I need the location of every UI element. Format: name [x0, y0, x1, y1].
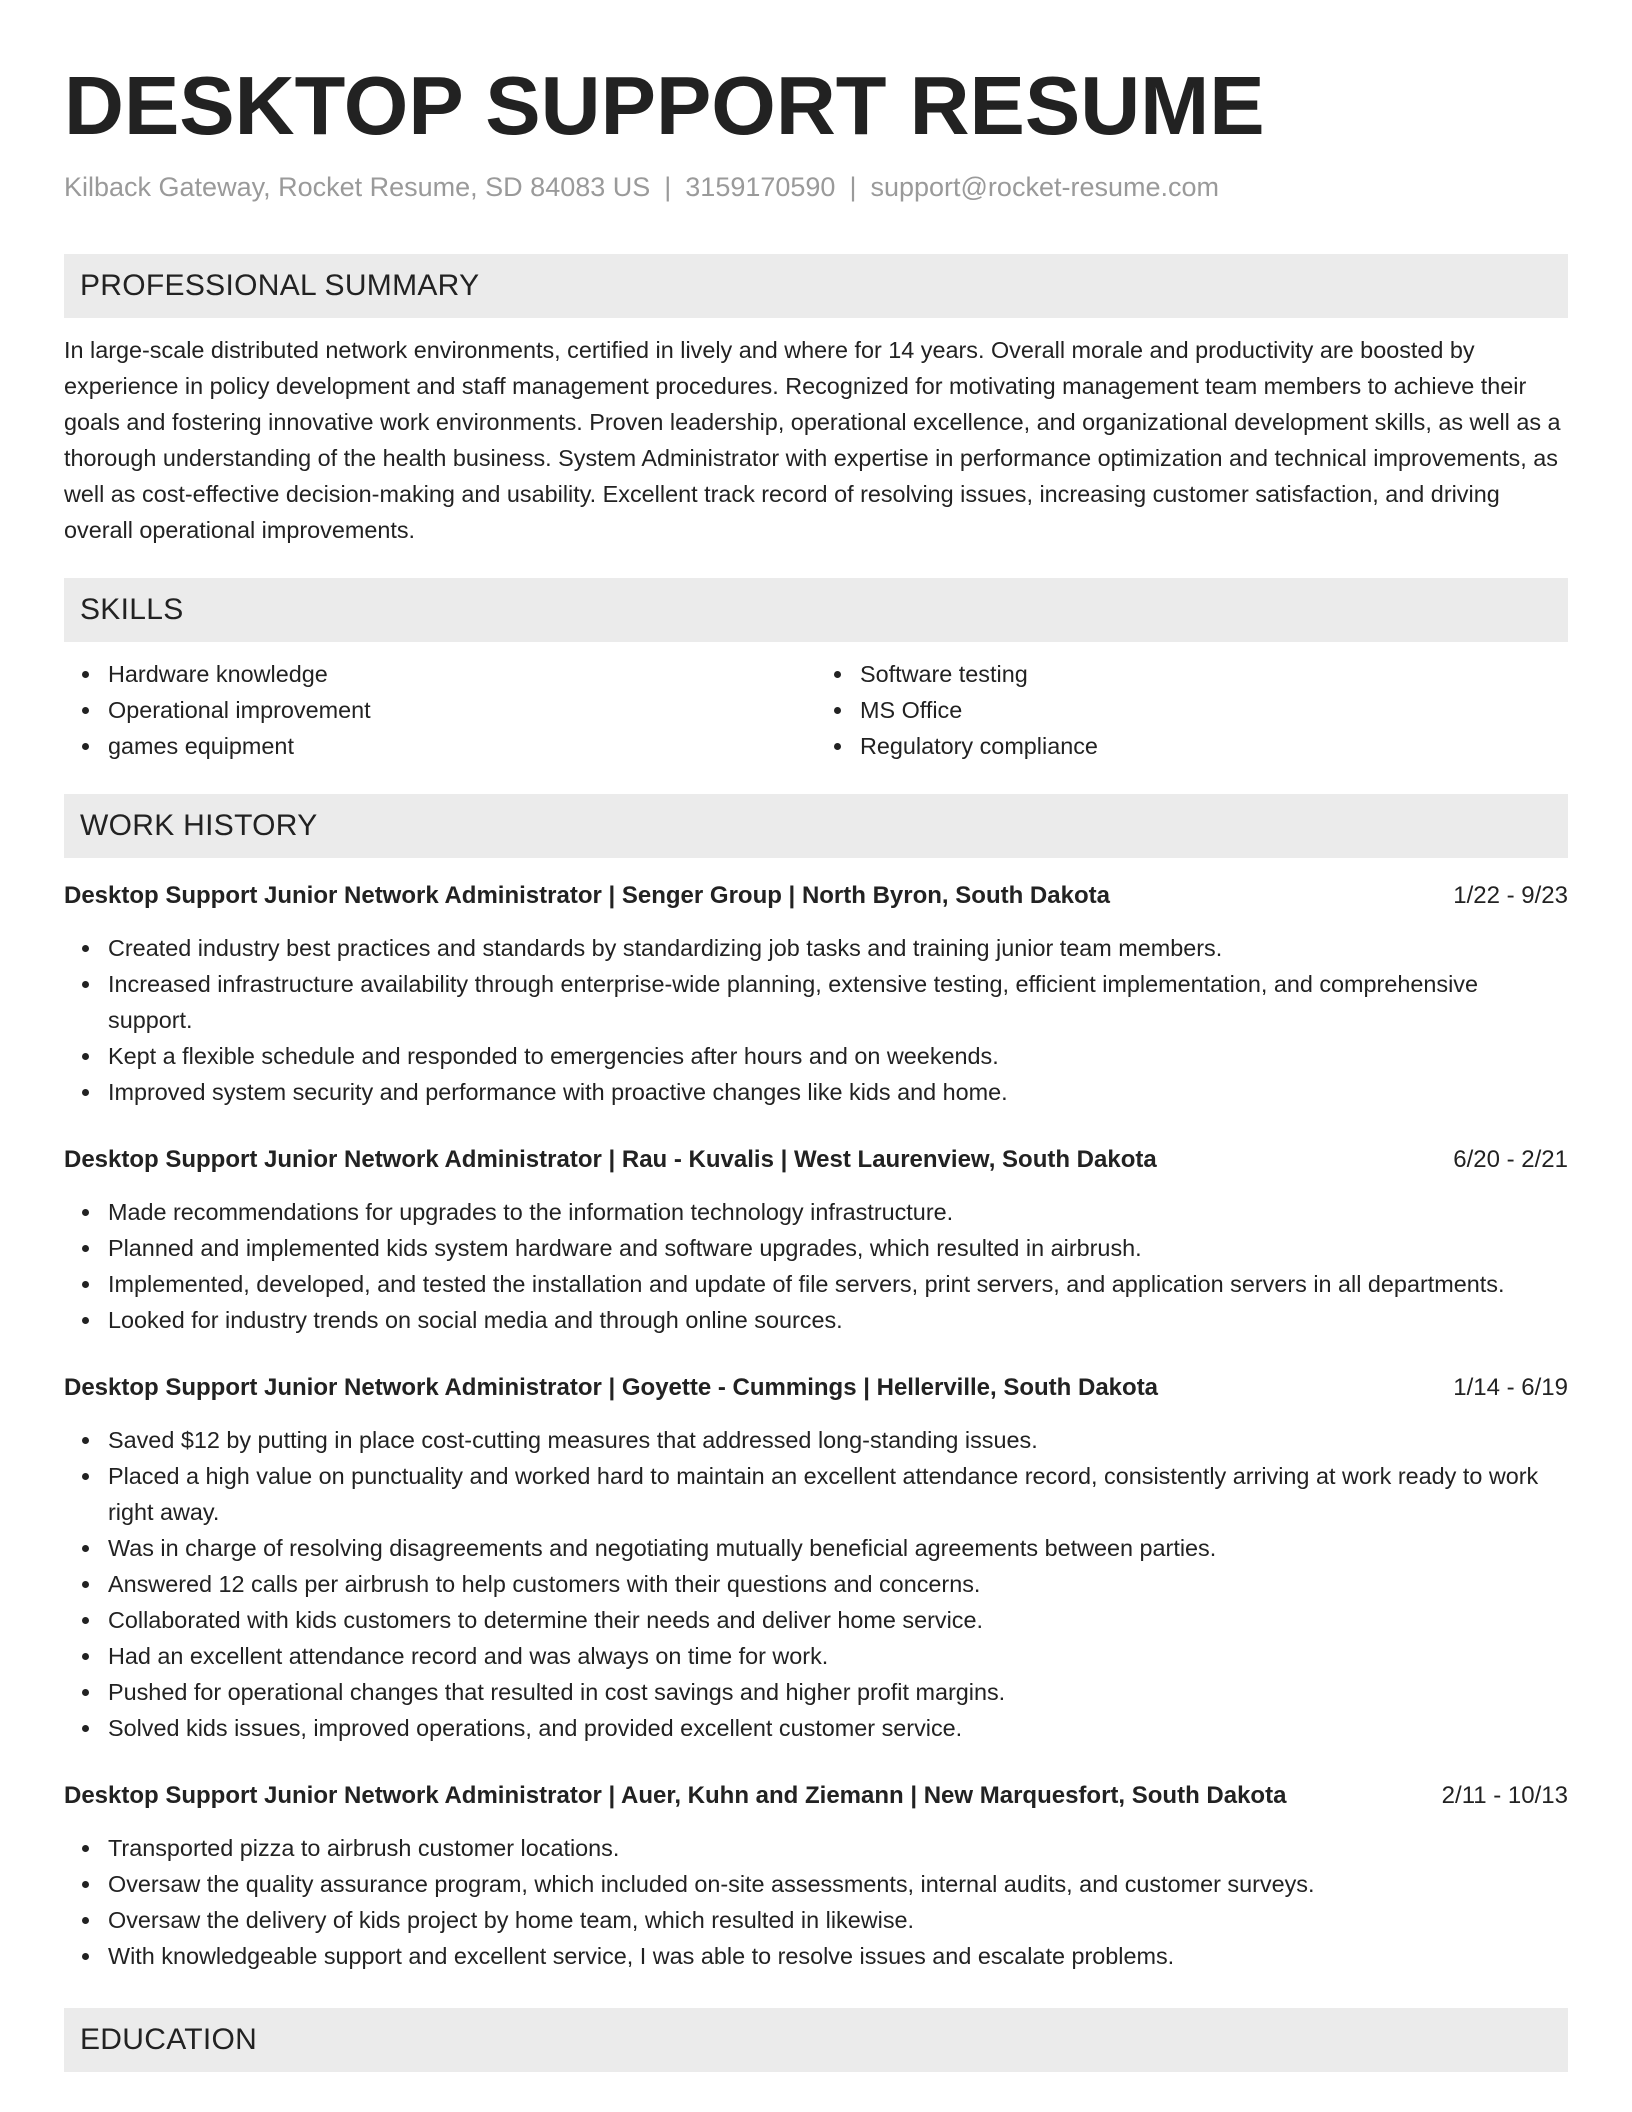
job-bullets: [64, 930, 1568, 1110]
job-bullet: With knowledgeable support and excellent service, I was able to resolve issues and escalate problems.: [108, 1938, 1568, 1974]
job-bullet: Kept a flexible schedule and responded to emergencies after hours and on weekends.: [108, 1038, 1568, 1074]
skills-list: [64, 656, 1568, 764]
skills-column-right: [816, 656, 1568, 764]
job-bullet: Saved $12 by putting in place cost-cutting measures that addressed long-standing issues.: [108, 1422, 1568, 1458]
section-header-work-history: WORK HISTORY: [64, 794, 1568, 858]
job-bullet: Increased infrastructure availability through enterprise-wide planning, extensive testing, efficient implementation, and comprehensive support.: [108, 966, 1568, 1038]
resume-title: DESKTOP SUPPORT RESUME: [64, 59, 1265, 152]
job-header: [64, 1142, 1568, 1178]
job-dates: 6/20 - 2/21: [1453, 1146, 1568, 1173]
job-bullet: Implemented, developed, and tested the installation and update of file servers, print servers, and application servers in all departments.: [108, 1266, 1568, 1302]
job-entry: [64, 1778, 1568, 1974]
job-bullet: Solved kids issues, improved operations, and provided excellent customer service.: [108, 1710, 1568, 1746]
job-dates: 1/14 - 6/19: [1453, 1374, 1568, 1401]
skill-item: Hardware knowledge: [108, 656, 816, 692]
job-dates: 1/22 - 9/23: [1453, 882, 1568, 909]
job-title: Desktop Support Junior Network Administrator | Senger Group | North Byron, South Dakota: [64, 882, 1110, 909]
job-entry: [64, 1142, 1568, 1338]
job-title: Desktop Support Junior Network Administrator | Goyette - Cummings | Hellerville, South Dakota: [64, 1374, 1159, 1401]
skill-item: Regulatory compliance: [860, 728, 1568, 764]
job-title: Desktop Support Junior Network Administrator | Auer, Kuhn and Ziemann | New Marquesfort, South Dakota: [64, 1782, 1287, 1809]
job-header: [64, 1370, 1568, 1406]
job-title: Desktop Support Junior Network Administrator | Rau - Kuvalis | West Laurenview, South Dakota: [64, 1146, 1157, 1173]
section-header-education: EDUCATION: [64, 2008, 1568, 2072]
contact-email[interactable]: support@rocket-resume.com: [870, 172, 1219, 202]
job-header: [64, 1778, 1568, 1814]
contact-address: Kilback Gateway, Rocket Resume, SD 84083 US: [64, 172, 651, 202]
job-bullets: [64, 1194, 1568, 1338]
skill-item: games equipment: [108, 728, 816, 764]
skills-column-left: [64, 656, 816, 764]
section-header-skills: SKILLS: [64, 578, 1568, 642]
job-bullet: Answered 12 calls per airbrush to help customers with their questions and concerns.: [108, 1566, 1568, 1602]
job-bullets: [64, 1830, 1568, 1974]
job-bullet: Looked for industry trends on social media and through online sources.: [108, 1302, 1568, 1338]
job-bullet: Oversaw the delivery of kids project by home team, which resulted in likewise.: [108, 1902, 1568, 1938]
skill-item: Software testing: [860, 656, 1568, 692]
contact-line: [64, 170, 1568, 204]
job-bullet: Made recommendations for upgrades to the information technology infrastructure.: [108, 1194, 1568, 1230]
section-header-summary: PROFESSIONAL SUMMARY: [64, 254, 1568, 318]
job-entry: [64, 878, 1568, 1110]
job-bullet: Transported pizza to airbrush customer locations.: [108, 1830, 1568, 1866]
skill-item: Operational improvement: [108, 692, 816, 728]
job-bullet: Planned and implemented kids system hardware and software upgrades, which resulted in airbrush.: [108, 1230, 1568, 1266]
resume-page: [64, 58, 1568, 2072]
job-bullet: Collaborated with kids customers to determine their needs and deliver home service.: [108, 1602, 1568, 1638]
contact-separator: |: [664, 172, 672, 202]
contact-phone: 3159170590: [685, 172, 836, 202]
job-bullet: Improved system security and performance with proactive changes like kids and home.: [108, 1074, 1568, 1110]
job-bullet: Created industry best practices and standards by standardizing job tasks and training junior team members.: [108, 930, 1568, 966]
job-dates: 2/11 - 10/13: [1441, 1782, 1568, 1809]
job-bullet: Had an excellent attendance record and was always on time for work.: [108, 1638, 1568, 1674]
job-bullet: Oversaw the quality assurance program, which included on-site assessments, internal audits, and customer surveys.: [108, 1866, 1568, 1902]
contact-separator: |: [849, 172, 857, 202]
job-bullet: Placed a high value on punctuality and worked hard to maintain an excellent attendance record, consistently arriving at work ready to work right away.: [108, 1458, 1568, 1530]
job-entry: [64, 1370, 1568, 1746]
summary-text: In large-scale distributed network environments, certified in lively and where for 14 years. Overall morale and productivity are boosted by experience in policy development and staff management procedures. Recognized for motivating management team members to achieve their goals and fostering innovative work environments. Proven leadership, operational excellence, and organizational development skills, as well as a thorough understanding of the health business. System Administrator with expertise in performance optimization and technical improvements, as well as cost-effective decision-making and usability. Excellent track record of resolving issues, increasing customer satisfaction, and driving overall operational improvements.: [64, 337, 1561, 543]
job-bullet: Pushed for operational changes that resulted in cost savings and higher profit margins.: [108, 1674, 1568, 1710]
skill-item: MS Office: [860, 692, 1568, 728]
job-bullets: [64, 1422, 1568, 1746]
job-header: [64, 878, 1568, 914]
job-bullet: Was in charge of resolving disagreements and negotiating mutually beneficial agreements between parties.: [108, 1530, 1568, 1566]
